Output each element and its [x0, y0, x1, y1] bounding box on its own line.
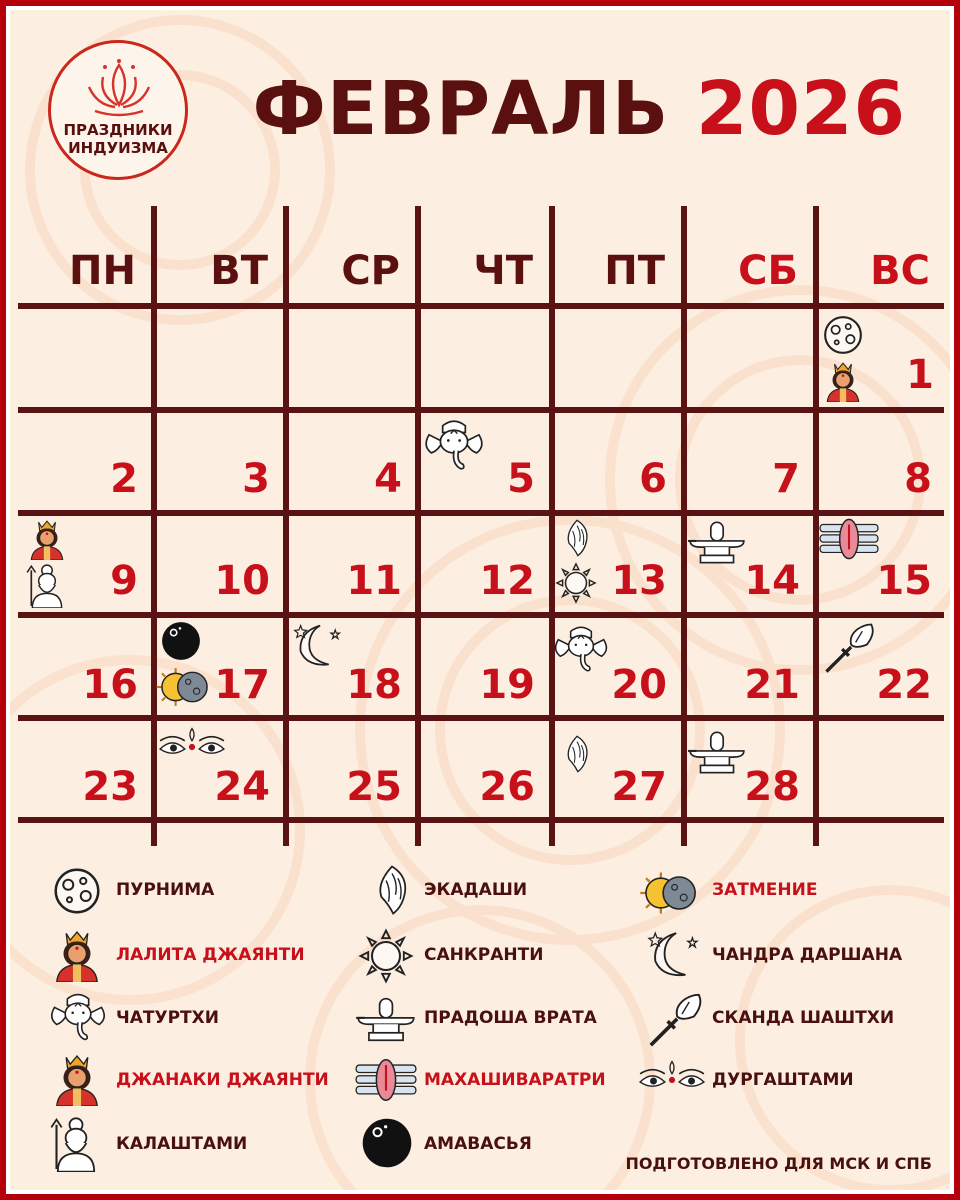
legend-amavasya: АМАВАСЬЯ — [424, 1134, 532, 1154]
day-4: 4 — [374, 456, 402, 502]
day-15: 15 — [876, 558, 932, 604]
legend-skanda-shashti: СКАНДА ШАШТХИ — [712, 1008, 895, 1028]
footer-note: ПОДГОТОВЛЕНО ДЛЯ МСК И СПБ — [625, 1154, 932, 1173]
eclipse-icon — [154, 666, 214, 708]
skanda-shashti-icon — [822, 620, 878, 676]
lalita-jayanti-icon — [50, 928, 104, 982]
ekadashi-icon — [372, 862, 412, 918]
calendar-poster — [6, 6, 954, 1194]
title-month: ФЕВРАЛЬ — [252, 66, 670, 152]
sankranti-icon — [358, 928, 414, 984]
day-10: 10 — [214, 558, 270, 604]
ekadashi-icon — [562, 726, 592, 782]
weekday-thu: ЧТ — [473, 248, 533, 294]
weekday-sun: ВС — [870, 248, 930, 294]
grid-hline — [18, 715, 944, 721]
chaturthi-icon — [420, 416, 488, 474]
janaki-jayanti-icon — [50, 1052, 104, 1106]
legend-kalashtami: КАЛАШТАМИ — [116, 1134, 248, 1154]
amavasya-icon — [360, 1116, 414, 1170]
day-21: 21 — [744, 662, 800, 708]
grid-vline — [549, 206, 555, 846]
grid-hline — [18, 510, 944, 516]
day-7: 7 — [772, 456, 800, 502]
day-11: 11 — [346, 558, 402, 604]
pradosh-vrat-icon — [686, 726, 748, 780]
kalashtami-icon — [26, 562, 68, 608]
day-22: 22 — [876, 662, 932, 708]
grid-vline — [283, 206, 289, 846]
legend-chandra-darshan: ЧАНДРА ДАРШАНА — [712, 945, 903, 965]
day-25: 25 — [346, 764, 402, 810]
legend-ekadashi: ЭКАДАШИ — [424, 880, 528, 900]
weekday-mon: ПН — [69, 248, 136, 294]
purnima-icon — [822, 314, 864, 356]
day-9: 9 — [110, 558, 138, 604]
sankranti-icon — [555, 562, 597, 604]
eclipse-icon — [638, 870, 702, 916]
legend-sankranti: САНКРАНТИ — [424, 945, 544, 965]
day-24: 24 — [214, 764, 270, 810]
day-1: 1 — [906, 352, 934, 398]
pradosh-vrat-icon — [354, 994, 418, 1046]
legend-lalita-jayanti: ЛАЛИТА ДЖАЯНТИ — [116, 945, 305, 965]
purnima-icon — [52, 866, 102, 916]
logo-line-1: ПРАЗДНИКИ — [63, 121, 173, 139]
lalita-jayanti-icon — [822, 360, 864, 402]
weekday-wed: СР — [341, 248, 400, 294]
day-13: 13 — [611, 558, 667, 604]
day-19: 19 — [479, 662, 535, 708]
skanda-shashti-icon — [646, 990, 706, 1050]
chandra-darshan-icon — [646, 928, 704, 980]
legend-chaturthi: ЧАТУРТХИ — [116, 1008, 219, 1028]
day-18: 18 — [346, 662, 402, 708]
logo-line-2: ИНДУИЗМА — [68, 139, 168, 157]
grid-hline — [18, 407, 944, 413]
durgashtami-icon — [156, 726, 228, 768]
grid-hline — [18, 303, 944, 309]
legend-durgashtami: ДУРГАШТАМИ — [712, 1070, 854, 1090]
day-5: 5 — [507, 456, 535, 502]
chaturthi-icon — [550, 622, 612, 676]
day-17: 17 — [214, 662, 270, 708]
day-26: 26 — [479, 764, 535, 810]
grid-hline — [18, 817, 944, 823]
day-3: 3 — [242, 456, 270, 502]
janaki-jayanti-icon — [26, 518, 68, 560]
mahashivaratri-icon — [818, 518, 880, 560]
day-20: 20 — [611, 662, 667, 708]
day-2: 2 — [110, 456, 138, 502]
grid-vline — [415, 206, 421, 846]
day-6: 6 — [639, 456, 667, 502]
weekday-fri: ПТ — [604, 248, 665, 294]
pradosh-vrat-icon — [686, 518, 748, 568]
ekadashi-icon — [562, 518, 592, 558]
day-14: 14 — [744, 558, 800, 604]
legend-eclipse: ЗАТМЕНИЕ — [712, 880, 818, 900]
durgashtami-icon — [636, 1058, 708, 1102]
mahashivaratri-icon — [354, 1058, 418, 1102]
amavasya-icon — [160, 620, 202, 662]
day-12: 12 — [479, 558, 535, 604]
legend-mahashivaratri: МАХАШИВАРАТРИ — [424, 1070, 606, 1090]
legend-purnima: ПУРНИМА — [116, 880, 215, 900]
kalashtami-icon — [50, 1114, 102, 1172]
weekday-tue: ВТ — [210, 248, 268, 294]
day-28: 28 — [744, 764, 800, 810]
title-year: 2026 — [696, 66, 906, 152]
day-16: 16 — [82, 662, 138, 708]
day-23: 23 — [82, 764, 138, 810]
chandra-darshan-icon — [292, 620, 346, 670]
legend-pradosh-vrat: ПРАДОША ВРАТА — [424, 1008, 597, 1028]
weekday-sat: СБ — [738, 248, 798, 294]
day-8: 8 — [904, 456, 932, 502]
day-27: 27 — [611, 764, 667, 810]
grid-hline — [18, 612, 944, 618]
legend-janaki-jayanti: ДЖАНАКИ ДЖАЯНТИ — [116, 1070, 329, 1090]
chaturthi-icon — [46, 990, 110, 1044]
